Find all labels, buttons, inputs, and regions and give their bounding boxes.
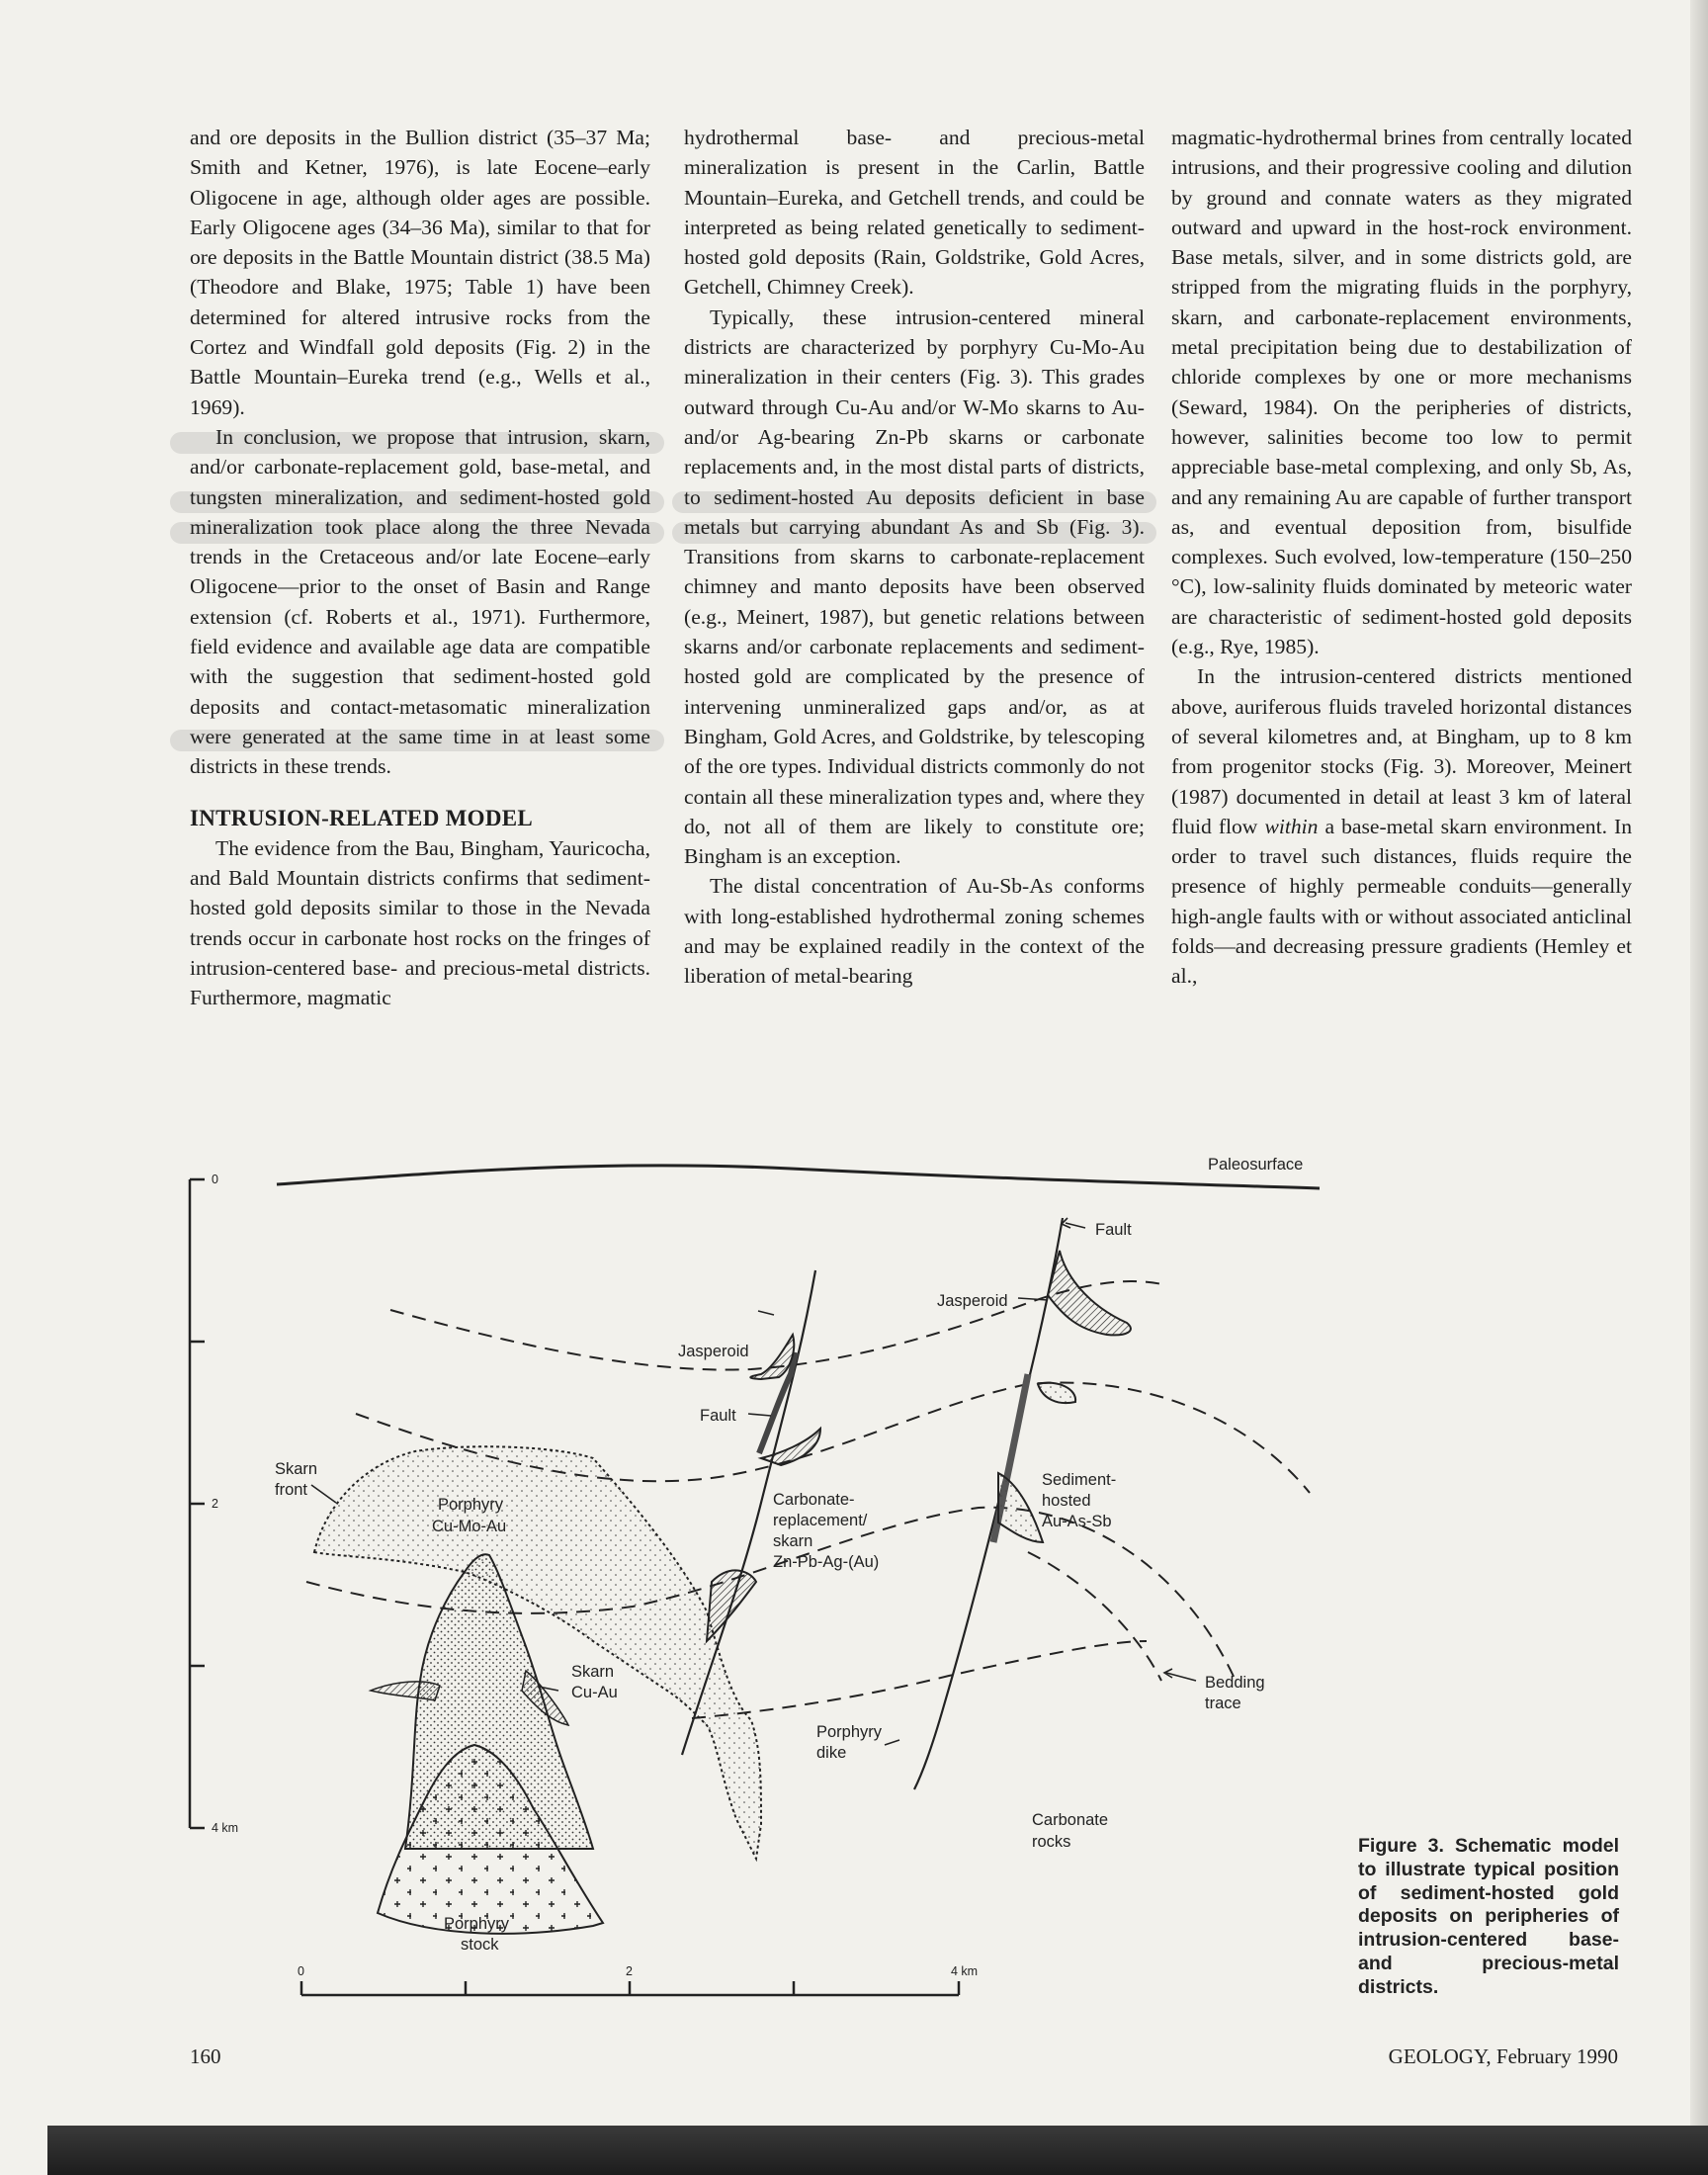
paragraph: The distal concentration of Au-Sb-As conforms with long-established hydrothermal zoning schemes and may be explained readily in the context of the liberation of metal-bearing <box>684 874 1145 989</box>
sediment-hosted-label: Sediment- <box>1042 1471 1117 1489</box>
fault-label: Fault <box>1095 1221 1132 1239</box>
jasperoid-label: Jasperoid <box>678 1343 749 1360</box>
carbonate-replacement-label: skarn <box>773 1532 813 1550</box>
carbonate-rocks-label: Carbonate <box>1032 1811 1109 1829</box>
carbonate-rocks-label: rocks <box>1032 1833 1071 1851</box>
distance-tick-label: 4 km <box>951 1964 979 1978</box>
page-number: 160 <box>190 2044 221 2068</box>
scan-shadow <box>47 2126 1708 2175</box>
porphyry-dike-label: Porphyry <box>816 1723 883 1741</box>
paragraph: magmatic-hydrothermal brines from centrally located intrusions, and their progressive cooling and dilution by ground and connate waters as they migrated outward and upward in the host-rock environment. Base metals, silver, and in some districts gold, are stripped from the migrating fluids in the porphyry, skarn, and carbonate-replacement environments, metal precipitation being due to destabilization of chloride complexes by one or more mechanisms (Seward, 1984). On the peripheries of districts, however, salinities become too low to permit appreciable base-metal complexing, and only Sb, As, and any remaining Au are capable of further transport as, and eventual deposition from, bisulfide complexes. Such evolved, low-temperature (150–250 °C), low-salinity fluids dominated by meteoric water are characteristic of sediment-hosted gold deposits (e.g., Rye, 1985). <box>1171 126 1632 659</box>
depth-scale <box>190 1179 205 1828</box>
paleosurface-line <box>277 1166 1320 1188</box>
paragraph: hydrothermal base- and precious-metal mineralization is present in the Carlin, Battle Mountain–Eureka, and Getchell trends, and could be interpreted as being related genetically to sediment-hosted gold deposits (Rain, Goldstrike, Gold Acres, Getchell, Chimney Creek). <box>684 126 1145 300</box>
bedding-trace-label: trace <box>1205 1695 1241 1712</box>
distance-tick-label: 0 <box>298 1964 304 1978</box>
skarn-cu-au-label: Skarn <box>571 1663 615 1681</box>
carbonate-replacement-label: Carbonate- <box>773 1491 855 1509</box>
porphyry-cu-label: Porphyry <box>438 1496 504 1514</box>
porphyry-stock-label: stock <box>461 1936 499 1954</box>
paragraph: Typically, these intrusion-centered mineral districts are characterized by porphyry Cu-Mo-Au mineralization in their centers (Fig. 3). This grades outward through Cu-Au and/or W-Mo skarns to Au- and/or Ag-bearing Zn-Pb skarns or carbonate replacements and, in the most distal parts of districts, to sediment-hosted Au deposits deficient in base metals but carrying abundant As and Sb (Fig. 3). Transitions from skarns to carbonate-replacement chimney and manto deposits have been observed (e.g., Meinert, 1987), but genetic relations between skarns and/or carbonate replacements and sediment-hosted gold are complicated by the presence of intervening unmineralized gaps and/or, as at Bingham, Gold Acres, and Goldstrike, by telescoping of the ore types. Individual districts commonly do not contain all these mineralization types and, where they do, not all of them are likely to constitute ore; Bingham is an exception. <box>684 304 1145 869</box>
depth-tick-label: 0 <box>212 1173 218 1186</box>
carbonate-replacement-label: Zn-Pb-Ag-(Au) <box>773 1553 880 1571</box>
distance-tick-label: 2 <box>626 1964 633 1978</box>
jasperoid-label: Jasperoid <box>937 1292 1008 1310</box>
section-heading: INTRUSION-RELATED MODEL <box>190 805 534 830</box>
depth-tick-label: 2 <box>212 1497 218 1511</box>
skarn-front-label: Skarn <box>275 1460 318 1478</box>
carbonate-replacement-label: replacement/ <box>773 1512 868 1529</box>
skarn-front-label: front <box>275 1481 308 1499</box>
journal-footer: GEOLOGY, February 1990 <box>1388 2044 1618 2068</box>
depth-tick-label: 4 km <box>212 1821 239 1835</box>
paragraph: The evidence from the Bau, Bingham, Yauricocha, and Bald Mountain districts confirms that sediment-hosted gold deposits similar to those in the Nevada trends occur in carbonate host rocks on the fringes of intrusion-centered base- and precious-metal districts. Furthermore, magmatic <box>190 835 650 1010</box>
figure-caption: Figure 3. Schematic model to illustrate typical position of sediment-hosted gold deposits on peripheries of intrusion-centered base- and precious-metal districts. <box>1358 1835 1619 1998</box>
distance-scale <box>301 1981 959 1995</box>
paragraph: and ore deposits in the Bullion district (35–37 Ma; Smith and Ketner, 1976), is late Eocene–early Oligocene in age, although older ages are possible. Early Oligocene ages (34–36 Ma), similar to that for ore deposits in the Battle Mountain district (38.5 Ma) (Theodore and Blake, 1975; Table 1) have been determined for altered intrusive rocks from the Cortez and Windfall gold deposits (Fig. 2) in the Battle Mountain–Eureka trend (e.g., Wells et al., 1969). <box>190 126 650 419</box>
bedding-trace-label: Bedding <box>1205 1674 1265 1692</box>
ore-pods <box>707 1251 1131 1641</box>
porphyry-cu-label: Cu-Mo-Au <box>432 1518 507 1535</box>
paleosurface-label: Paleosurface <box>1208 1156 1304 1174</box>
sediment-hosted-label: Au-As-Sb <box>1042 1513 1112 1530</box>
sediment-hosted-label: hosted <box>1042 1492 1091 1510</box>
porphyry-dike-label: dike <box>816 1744 847 1762</box>
fault-label: Fault <box>700 1407 736 1425</box>
skarn-cu-au-label: Cu-Au <box>571 1684 618 1701</box>
paragraph: In the intrusion-centered districts mentioned above, auriferous fluids traveled horizontal distances of several kilometres and, at Bingham, up to 8 km from progenitor stocks (Fig. 3). Moreover, Meinert (1987) documented in detail at least 3 km of lateral fluid flow within a base-metal skarn environment. In order to travel such distances, fluids require the presence of highly permeable conduits—generally high-angle faults with or without associated anticlinal folds—and decreasing pressure gradients (Hemley et al., <box>1171 664 1632 989</box>
paragraph: In conclusion, we propose that intrusion, skarn, and/or carbonate-replacement gold, base-metal, and tungsten mineralization, and sediment-hosted gold mineralization took place along the three Nevada trends in the Cretaceous and/or late Eocene–early Oligocene—prior to the onset of Basin and Range extension (cf. Roberts et al., 1971). Furthermore, field evidence and available age data are compatible with the suggestion that sediment-hosted gold deposits and contact-metasomatic mineralization were generated at the same time in at least some districts in these trends. <box>190 424 650 779</box>
scan-edge <box>1690 0 1708 2126</box>
porphyry-stock-label: Porphyry <box>444 1915 510 1933</box>
